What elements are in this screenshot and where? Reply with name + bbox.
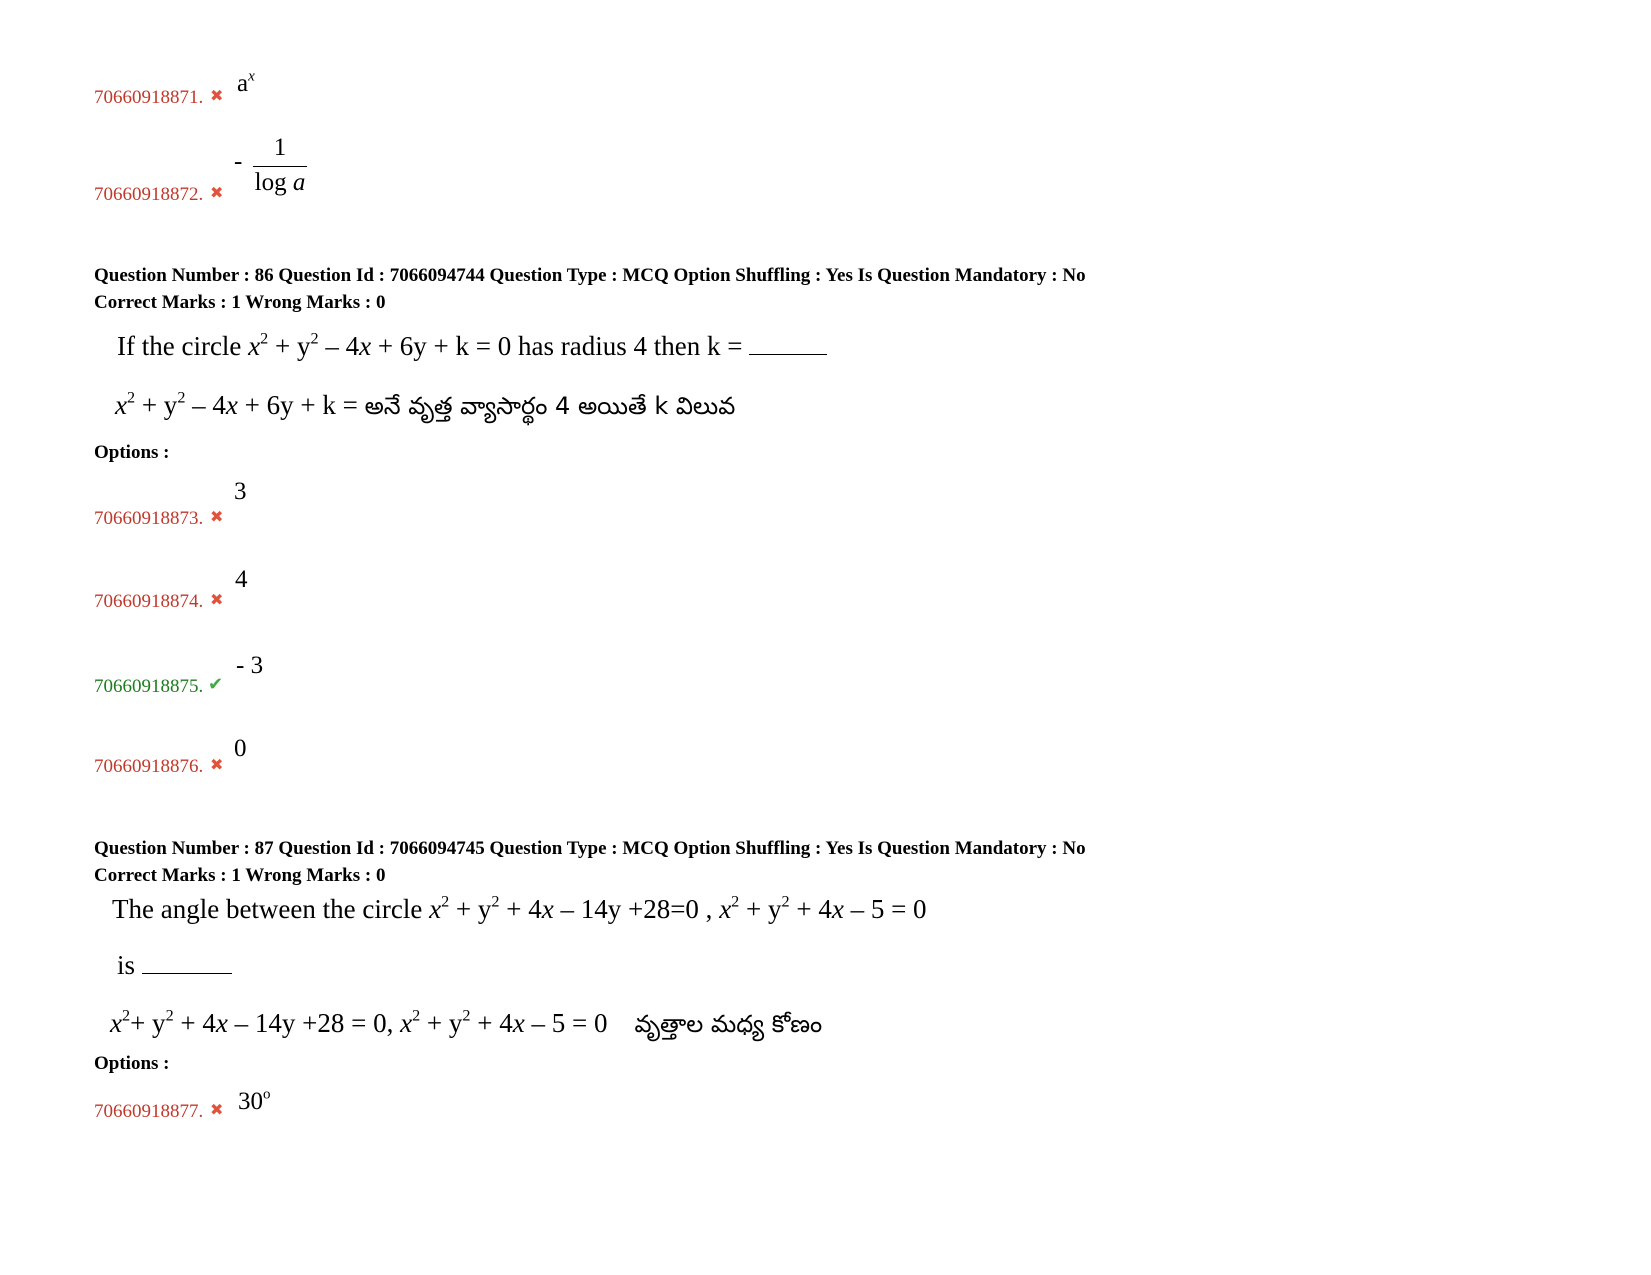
question-meta (94, 262, 1086, 316)
answer-blank (142, 972, 232, 974)
fraction-numerator: 1 (253, 134, 307, 167)
option-value: 0 (234, 735, 247, 762)
question-text-english: The angle between the circle $x^2 + y^2 + 4x - 14y +28=0$ , $x^2 + y^2 + 4x - 5 = 0$ (112, 892, 927, 924)
answer-blank (749, 353, 827, 355)
option-id: 70660918877. (94, 1101, 204, 1122)
question-text-telugu: $x^2+ y^2 + 4x - 14y +28 = 0$, $x^2 + y^2 + 4x - 5 = 0$ వృత్తాల మధ్య కోణం (110, 1006, 823, 1038)
option-id: 70660918874. (94, 591, 204, 612)
wrong-mark-icon: ✖ (210, 86, 224, 105)
option-id: 70660918873. (94, 508, 204, 529)
wrong-mark-icon: ✖ (210, 755, 224, 774)
question-meta-line2: Correct Marks : 1 Wrong Marks : 0 (94, 292, 386, 313)
option-id: 70660918872. (94, 184, 204, 205)
question-meta-line1: Question Number : 86 Question Id : 7066094744 Question Type : MCQ Option Shuffling : Yes Is Question Mandatory : No (94, 265, 1086, 286)
option-value: $a^x$ (237, 68, 255, 97)
telugu-text: వృత్తాల మధ్య కోణం (634, 1010, 823, 1038)
wrong-mark-icon: ✖ (210, 507, 224, 526)
question-meta-line2: Correct Marks : 1 Wrong Marks : 0 (94, 865, 386, 886)
option-id: 70660918876. (94, 756, 204, 777)
option-id: 70660918875. (94, 676, 204, 697)
option-value: - 3 (236, 652, 264, 679)
option-value: 30$^o$ (238, 1086, 271, 1115)
question-meta (94, 835, 1086, 889)
question-meta-line1: Question Number : 87 Question Id : 7066094745 Question Type : MCQ Option Shuffling : Yes Is Question Mandatory : No (94, 838, 1086, 859)
correct-check-icon: ✔ (208, 674, 224, 695)
option-value: 4 (235, 566, 248, 593)
options-label: Options : (94, 442, 170, 463)
fraction-denominator: log a (254, 169, 306, 196)
option-value: 3 (234, 478, 247, 505)
question-text-english-line2: is (117, 950, 232, 981)
option-id: 70660918871. (94, 87, 204, 108)
question-text-english: If the circle $x^2 + y^2 - 4x + 6y + k = 0$ has radius 4 then k = (117, 331, 827, 362)
wrong-mark-icon: ✖ (210, 1100, 224, 1119)
options-label: Options : (94, 1053, 170, 1074)
minus-sign: - (234, 148, 243, 175)
telugu-text: అనే వృత్త వ్యాసార్థం 4 అయితే k విలువ (364, 392, 736, 420)
wrong-mark-icon: ✖ (210, 590, 224, 609)
fraction (253, 134, 307, 197)
question-text-telugu: $x^2 + y^2 - 4x + 6y + k$ = అనే వృత్త వ్యాసార్థం 4 అయితే k విలువ (115, 388, 736, 420)
wrong-mark-icon: ✖ (210, 183, 224, 202)
